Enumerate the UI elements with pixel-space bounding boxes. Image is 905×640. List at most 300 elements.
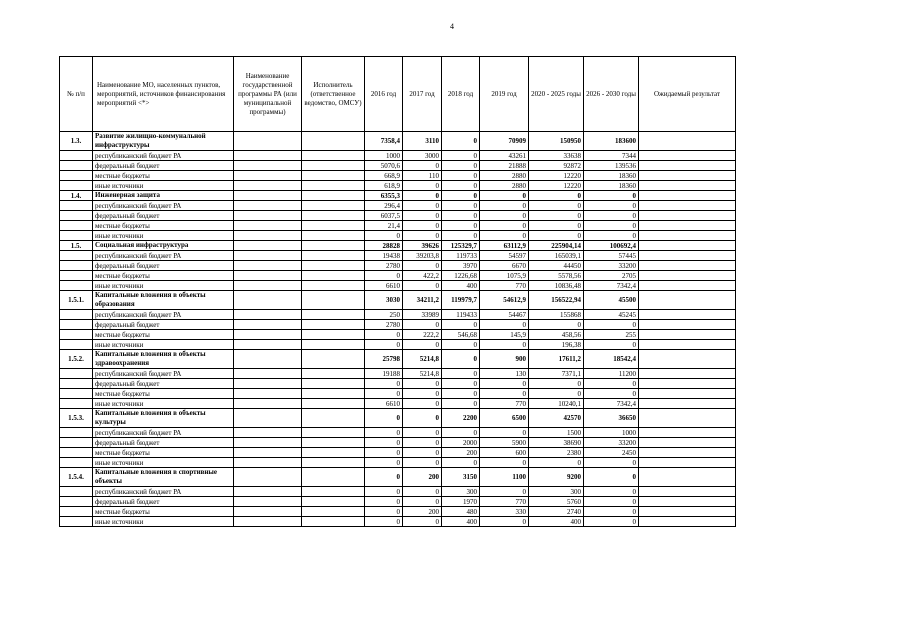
row-number-cell: 1.5.4. (60, 468, 93, 487)
result-cell (639, 369, 736, 379)
row-name-cell: местные бюджеты (93, 271, 234, 281)
value-2018: 0 (442, 320, 480, 330)
value-2017: 34211,2 (403, 291, 442, 310)
row-name-cell: Инженерная защита (93, 191, 234, 201)
value-2017: 0 (403, 281, 442, 291)
row-number-cell (60, 310, 93, 320)
row-name-cell: иные источники (93, 458, 234, 468)
header-2017: 2017 год (403, 57, 442, 132)
result-cell (639, 379, 736, 389)
program-cell (234, 340, 302, 350)
executor-cell (302, 487, 365, 497)
value-2026-2030: 45245 (584, 310, 639, 320)
executor-cell (302, 438, 365, 448)
result-cell (639, 251, 736, 261)
value-2016: 0 (365, 517, 403, 527)
source-row (60, 320, 736, 330)
row-number-cell (60, 458, 93, 468)
value-2018: 300 (442, 487, 480, 497)
program-cell (234, 320, 302, 330)
row-name-cell: местные бюджеты (93, 171, 234, 181)
table-header-row (60, 57, 736, 132)
value-2026-2030: 100692,4 (584, 241, 639, 251)
value-2017: 0 (403, 497, 442, 507)
source-row (60, 221, 736, 231)
program-cell (234, 181, 302, 191)
value-2026-2030: 0 (584, 191, 639, 201)
value-2019: 6500 (480, 409, 529, 428)
result-cell (639, 221, 736, 231)
executor-cell (302, 448, 365, 458)
value-2026-2030: 0 (584, 517, 639, 527)
executor-cell (302, 379, 365, 389)
value-2018: 0 (442, 458, 480, 468)
value-2026-2030: 255 (584, 330, 639, 340)
executor-cell (302, 350, 365, 369)
row-name-cell: федеральный бюджет (93, 320, 234, 330)
result-cell (639, 281, 736, 291)
row-number-cell (60, 517, 93, 527)
result-cell (639, 340, 736, 350)
page-number: 4 (450, 22, 454, 31)
funding-table (59, 56, 736, 527)
source-row (60, 448, 736, 458)
value-2019: 770 (480, 497, 529, 507)
value-2016: 0 (365, 458, 403, 468)
value-2026-2030: 0 (584, 487, 639, 497)
value-2018: 0 (442, 181, 480, 191)
value-2019: 0 (480, 231, 529, 241)
program-cell (234, 389, 302, 399)
executor-cell (302, 428, 365, 438)
source-row (60, 251, 736, 261)
value-2018: 546,68 (442, 330, 480, 340)
value-2018: 0 (442, 389, 480, 399)
value-2018: 0 (442, 161, 480, 171)
value-2019: 0 (480, 211, 529, 221)
result-cell (639, 310, 736, 320)
value-2019: 2880 (480, 171, 529, 181)
value-2026-2030: 139536 (584, 161, 639, 171)
value-2019: 1100 (480, 468, 529, 487)
row-name-cell: федеральный бюджет (93, 438, 234, 448)
source-row (60, 151, 736, 161)
value-2020-2025: 44450 (529, 261, 584, 271)
executor-cell (302, 330, 365, 340)
row-name-cell: Социальная инфраструктура (93, 241, 234, 251)
value-2016: 250 (365, 310, 403, 320)
row-number-cell (60, 399, 93, 409)
value-2020-2025: 156522,94 (529, 291, 584, 310)
source-row (60, 497, 736, 507)
program-cell (234, 231, 302, 241)
source-row (60, 211, 736, 221)
header-2016: 2016 год (365, 57, 403, 132)
program-cell (234, 399, 302, 409)
row-number-cell (60, 330, 93, 340)
value-2026-2030: 57445 (584, 251, 639, 261)
value-2020-2025: 2380 (529, 448, 584, 458)
source-row (60, 340, 736, 350)
value-2016: 19188 (365, 369, 403, 379)
value-2019: 0 (480, 389, 529, 399)
program-cell (234, 438, 302, 448)
value-2020-2025: 0 (529, 458, 584, 468)
executor-cell (302, 458, 365, 468)
value-2018: 125329,7 (442, 241, 480, 251)
row-number-cell: 1.5. (60, 241, 93, 251)
value-2026-2030: 0 (584, 389, 639, 399)
row-name-cell: республиканский бюджет РА (93, 487, 234, 497)
result-cell (639, 261, 736, 271)
value-2026-2030: 11200 (584, 369, 639, 379)
row-name-cell: Капитальные вложения в объекты образования (93, 291, 234, 310)
value-2020-2025: 225904,14 (529, 241, 584, 251)
value-2017: 0 (403, 389, 442, 399)
value-2020-2025: 1500 (529, 428, 584, 438)
value-2019: 770 (480, 281, 529, 291)
value-2016: 0 (365, 330, 403, 340)
value-2019: 0 (480, 191, 529, 201)
result-cell (639, 271, 736, 281)
row-name-cell: республиканский бюджет РА (93, 369, 234, 379)
value-2020-2025: 150950 (529, 132, 584, 151)
executor-cell (302, 281, 365, 291)
value-2020-2025: 33638 (529, 151, 584, 161)
value-2016: 2780 (365, 320, 403, 330)
value-2026-2030: 36650 (584, 409, 639, 428)
row-number-cell (60, 271, 93, 281)
value-2016: 296,4 (365, 201, 403, 211)
value-2018: 0 (442, 201, 480, 211)
executor-cell (302, 221, 365, 231)
value-2020-2025: 165039,1 (529, 251, 584, 261)
value-2016: 0 (365, 340, 403, 350)
value-2020-2025: 400 (529, 517, 584, 527)
row-number-cell (60, 261, 93, 271)
value-2016: 0 (365, 468, 403, 487)
value-2017: 39203,8 (403, 251, 442, 261)
source-row (60, 281, 736, 291)
value-2020-2025: 0 (529, 231, 584, 241)
row-name-cell: федеральный бюджет (93, 497, 234, 507)
value-2019: 43261 (480, 151, 529, 161)
result-cell (639, 171, 736, 181)
value-2026-2030: 18360 (584, 181, 639, 191)
value-2016: 1000 (365, 151, 403, 161)
value-2026-2030: 0 (584, 379, 639, 389)
executor-cell (302, 161, 365, 171)
value-2019: 0 (480, 487, 529, 497)
program-cell (234, 487, 302, 497)
section-row (60, 241, 736, 251)
row-name-cell: Капитальные вложения в объекты здравоохранения (93, 350, 234, 369)
row-number-cell: 1.4. (60, 191, 93, 201)
header-name: Наименование МО, населенных пунктов, мероприятий, источников финансирования мероприятий <*> (93, 57, 234, 132)
value-2019: 1075,9 (480, 271, 529, 281)
executor-cell (302, 409, 365, 428)
row-number-cell (60, 181, 93, 191)
section-row (60, 291, 736, 310)
header-program: Наименование государственной программы РА (или муниципальной программы) (234, 57, 302, 132)
value-2019: 0 (480, 201, 529, 211)
value-2020-2025: 5578,56 (529, 271, 584, 281)
value-2018: 0 (442, 132, 480, 151)
row-number-cell (60, 438, 93, 448)
executor-cell (302, 132, 365, 151)
row-number-cell (60, 389, 93, 399)
header-2020-2025: 2020 - 2025 годы (529, 57, 584, 132)
value-2020-2025: 155868 (529, 310, 584, 320)
program-cell (234, 211, 302, 221)
row-number-cell (60, 379, 93, 389)
result-cell (639, 151, 736, 161)
result-cell (639, 468, 736, 487)
value-2016: 7358,4 (365, 132, 403, 151)
value-2020-2025: 0 (529, 379, 584, 389)
value-2017: 0 (403, 201, 442, 211)
value-2020-2025: 42570 (529, 409, 584, 428)
value-2018: 0 (442, 221, 480, 231)
program-cell (234, 261, 302, 271)
value-2026-2030: 0 (584, 468, 639, 487)
row-number-cell (60, 161, 93, 171)
value-2020-2025: 12220 (529, 171, 584, 181)
row-number-cell (60, 320, 93, 330)
source-row (60, 310, 736, 320)
source-row (60, 161, 736, 171)
source-row (60, 271, 736, 281)
executor-cell (302, 231, 365, 241)
result-cell (639, 497, 736, 507)
result-cell (639, 487, 736, 497)
result-cell (639, 517, 736, 527)
value-2016: 6355,3 (365, 191, 403, 201)
value-2018: 2000 (442, 438, 480, 448)
result-cell (639, 350, 736, 369)
result-cell (639, 231, 736, 241)
value-2017: 0 (403, 340, 442, 350)
value-2016: 21,4 (365, 221, 403, 231)
row-name-cell: федеральный бюджет (93, 211, 234, 221)
program-cell (234, 191, 302, 201)
value-2018: 0 (442, 428, 480, 438)
row-number-cell (60, 497, 93, 507)
value-2020-2025: 458,56 (529, 330, 584, 340)
value-2016: 28828 (365, 241, 403, 251)
program-cell (234, 517, 302, 527)
value-2026-2030: 0 (584, 497, 639, 507)
value-2026-2030: 18360 (584, 171, 639, 181)
value-2020-2025: 2740 (529, 507, 584, 517)
program-cell (234, 171, 302, 181)
value-2019: 54612,9 (480, 291, 529, 310)
value-2016: 6037,5 (365, 211, 403, 221)
row-number-cell (60, 171, 93, 181)
value-2017: 0 (403, 487, 442, 497)
value-2018: 400 (442, 517, 480, 527)
row-number-cell: 1.5.2. (60, 350, 93, 369)
value-2016: 0 (365, 389, 403, 399)
value-2016: 3030 (365, 291, 403, 310)
value-2018: 0 (442, 171, 480, 181)
value-2020-2025: 0 (529, 389, 584, 399)
row-number-cell: 1.5.1. (60, 291, 93, 310)
header-2018: 2018 год (442, 57, 480, 132)
result-cell (639, 428, 736, 438)
header-num: № п/п (60, 57, 93, 132)
value-2017: 422,2 (403, 271, 442, 281)
row-name-cell: республиканский бюджет РА (93, 428, 234, 438)
value-2018: 0 (442, 231, 480, 241)
section-row (60, 409, 736, 428)
value-2019: 0 (480, 517, 529, 527)
value-2018: 0 (442, 369, 480, 379)
value-2026-2030: 7344 (584, 151, 639, 161)
value-2016: 19438 (365, 251, 403, 261)
result-cell (639, 291, 736, 310)
result-cell (639, 161, 736, 171)
value-2020-2025: 7371,1 (529, 369, 584, 379)
value-2026-2030: 7342,4 (584, 399, 639, 409)
value-2017: 0 (403, 428, 442, 438)
program-cell (234, 151, 302, 161)
value-2019: 0 (480, 320, 529, 330)
executor-cell (302, 369, 365, 379)
value-2016: 6610 (365, 281, 403, 291)
row-name-cell: местные бюджеты (93, 221, 234, 231)
value-2026-2030: 33200 (584, 261, 639, 271)
result-cell (639, 458, 736, 468)
value-2019: 5900 (480, 438, 529, 448)
value-2018: 1970 (442, 497, 480, 507)
row-name-cell: федеральный бюджет (93, 261, 234, 271)
table-body (60, 132, 736, 527)
row-number-cell (60, 281, 93, 291)
value-2018: 0 (442, 340, 480, 350)
row-name-cell: федеральный бюджет (93, 161, 234, 171)
value-2016: 618,9 (365, 181, 403, 191)
value-2017: 3110 (403, 132, 442, 151)
executor-cell (302, 171, 365, 181)
value-2017: 0 (403, 458, 442, 468)
value-2016: 0 (365, 448, 403, 458)
row-name-cell: местные бюджеты (93, 389, 234, 399)
source-row (60, 369, 736, 379)
program-cell (234, 497, 302, 507)
value-2019: 0 (480, 428, 529, 438)
program-cell (234, 458, 302, 468)
program-cell (234, 507, 302, 517)
value-2016: 0 (365, 487, 403, 497)
result-cell (639, 409, 736, 428)
source-row (60, 261, 736, 271)
row-number-cell (60, 231, 93, 241)
row-number-cell (60, 487, 93, 497)
row-name-cell: республиканский бюджет РА (93, 201, 234, 211)
program-cell (234, 161, 302, 171)
value-2018: 1226,68 (442, 271, 480, 281)
result-cell (639, 438, 736, 448)
executor-cell (302, 201, 365, 211)
result-cell (639, 389, 736, 399)
row-name-cell: местные бюджеты (93, 448, 234, 458)
value-2020-2025: 0 (529, 211, 584, 221)
executor-cell (302, 211, 365, 221)
value-2017: 0 (403, 320, 442, 330)
row-number-cell (60, 221, 93, 231)
result-cell (639, 241, 736, 251)
value-2018: 119733 (442, 251, 480, 261)
value-2017: 0 (403, 379, 442, 389)
value-2019: 330 (480, 507, 529, 517)
value-2026-2030: 18542,4 (584, 350, 639, 369)
row-name-cell: иные источники (93, 231, 234, 241)
executor-cell (302, 340, 365, 350)
program-cell (234, 379, 302, 389)
value-2017: 0 (403, 181, 442, 191)
value-2017: 5214,8 (403, 350, 442, 369)
value-2016: 2780 (365, 261, 403, 271)
header-result: Ожидаемый результат (639, 57, 736, 132)
value-2020-2025: 0 (529, 191, 584, 201)
program-cell (234, 251, 302, 261)
header-2019: 2019 год (480, 57, 529, 132)
value-2020-2025: 10240,1 (529, 399, 584, 409)
value-2019: 0 (480, 379, 529, 389)
value-2016: 0 (365, 438, 403, 448)
result-cell (639, 132, 736, 151)
value-2017: 0 (403, 409, 442, 428)
row-name-cell: иные источники (93, 181, 234, 191)
row-name-cell: республиканский бюджет РА (93, 251, 234, 261)
row-number-cell (60, 211, 93, 221)
program-cell (234, 350, 302, 369)
value-2017: 0 (403, 438, 442, 448)
source-row (60, 507, 736, 517)
row-name-cell: республиканский бюджет РА (93, 151, 234, 161)
value-2026-2030: 0 (584, 221, 639, 231)
value-2017: 5214,8 (403, 369, 442, 379)
executor-cell (302, 320, 365, 330)
executor-cell (302, 389, 365, 399)
program-cell (234, 201, 302, 211)
source-row (60, 201, 736, 211)
result-cell (639, 181, 736, 191)
value-2017: 33989 (403, 310, 442, 320)
row-name-cell: иные источники (93, 399, 234, 409)
row-name-cell: федеральный бюджет (93, 379, 234, 389)
row-number-cell: 1.3. (60, 132, 93, 151)
program-cell (234, 241, 302, 251)
executor-cell (302, 399, 365, 409)
value-2026-2030: 2705 (584, 271, 639, 281)
value-2026-2030: 0 (584, 340, 639, 350)
value-2026-2030: 0 (584, 458, 639, 468)
value-2016: 0 (365, 497, 403, 507)
program-cell (234, 310, 302, 320)
source-row (60, 428, 736, 438)
value-2018: 400 (442, 281, 480, 291)
executor-cell (302, 468, 365, 487)
program-cell (234, 281, 302, 291)
executor-cell (302, 310, 365, 320)
value-2019: 770 (480, 399, 529, 409)
executor-cell (302, 291, 365, 310)
executor-cell (302, 151, 365, 161)
program-cell (234, 428, 302, 438)
row-name-cell: местные бюджеты (93, 507, 234, 517)
